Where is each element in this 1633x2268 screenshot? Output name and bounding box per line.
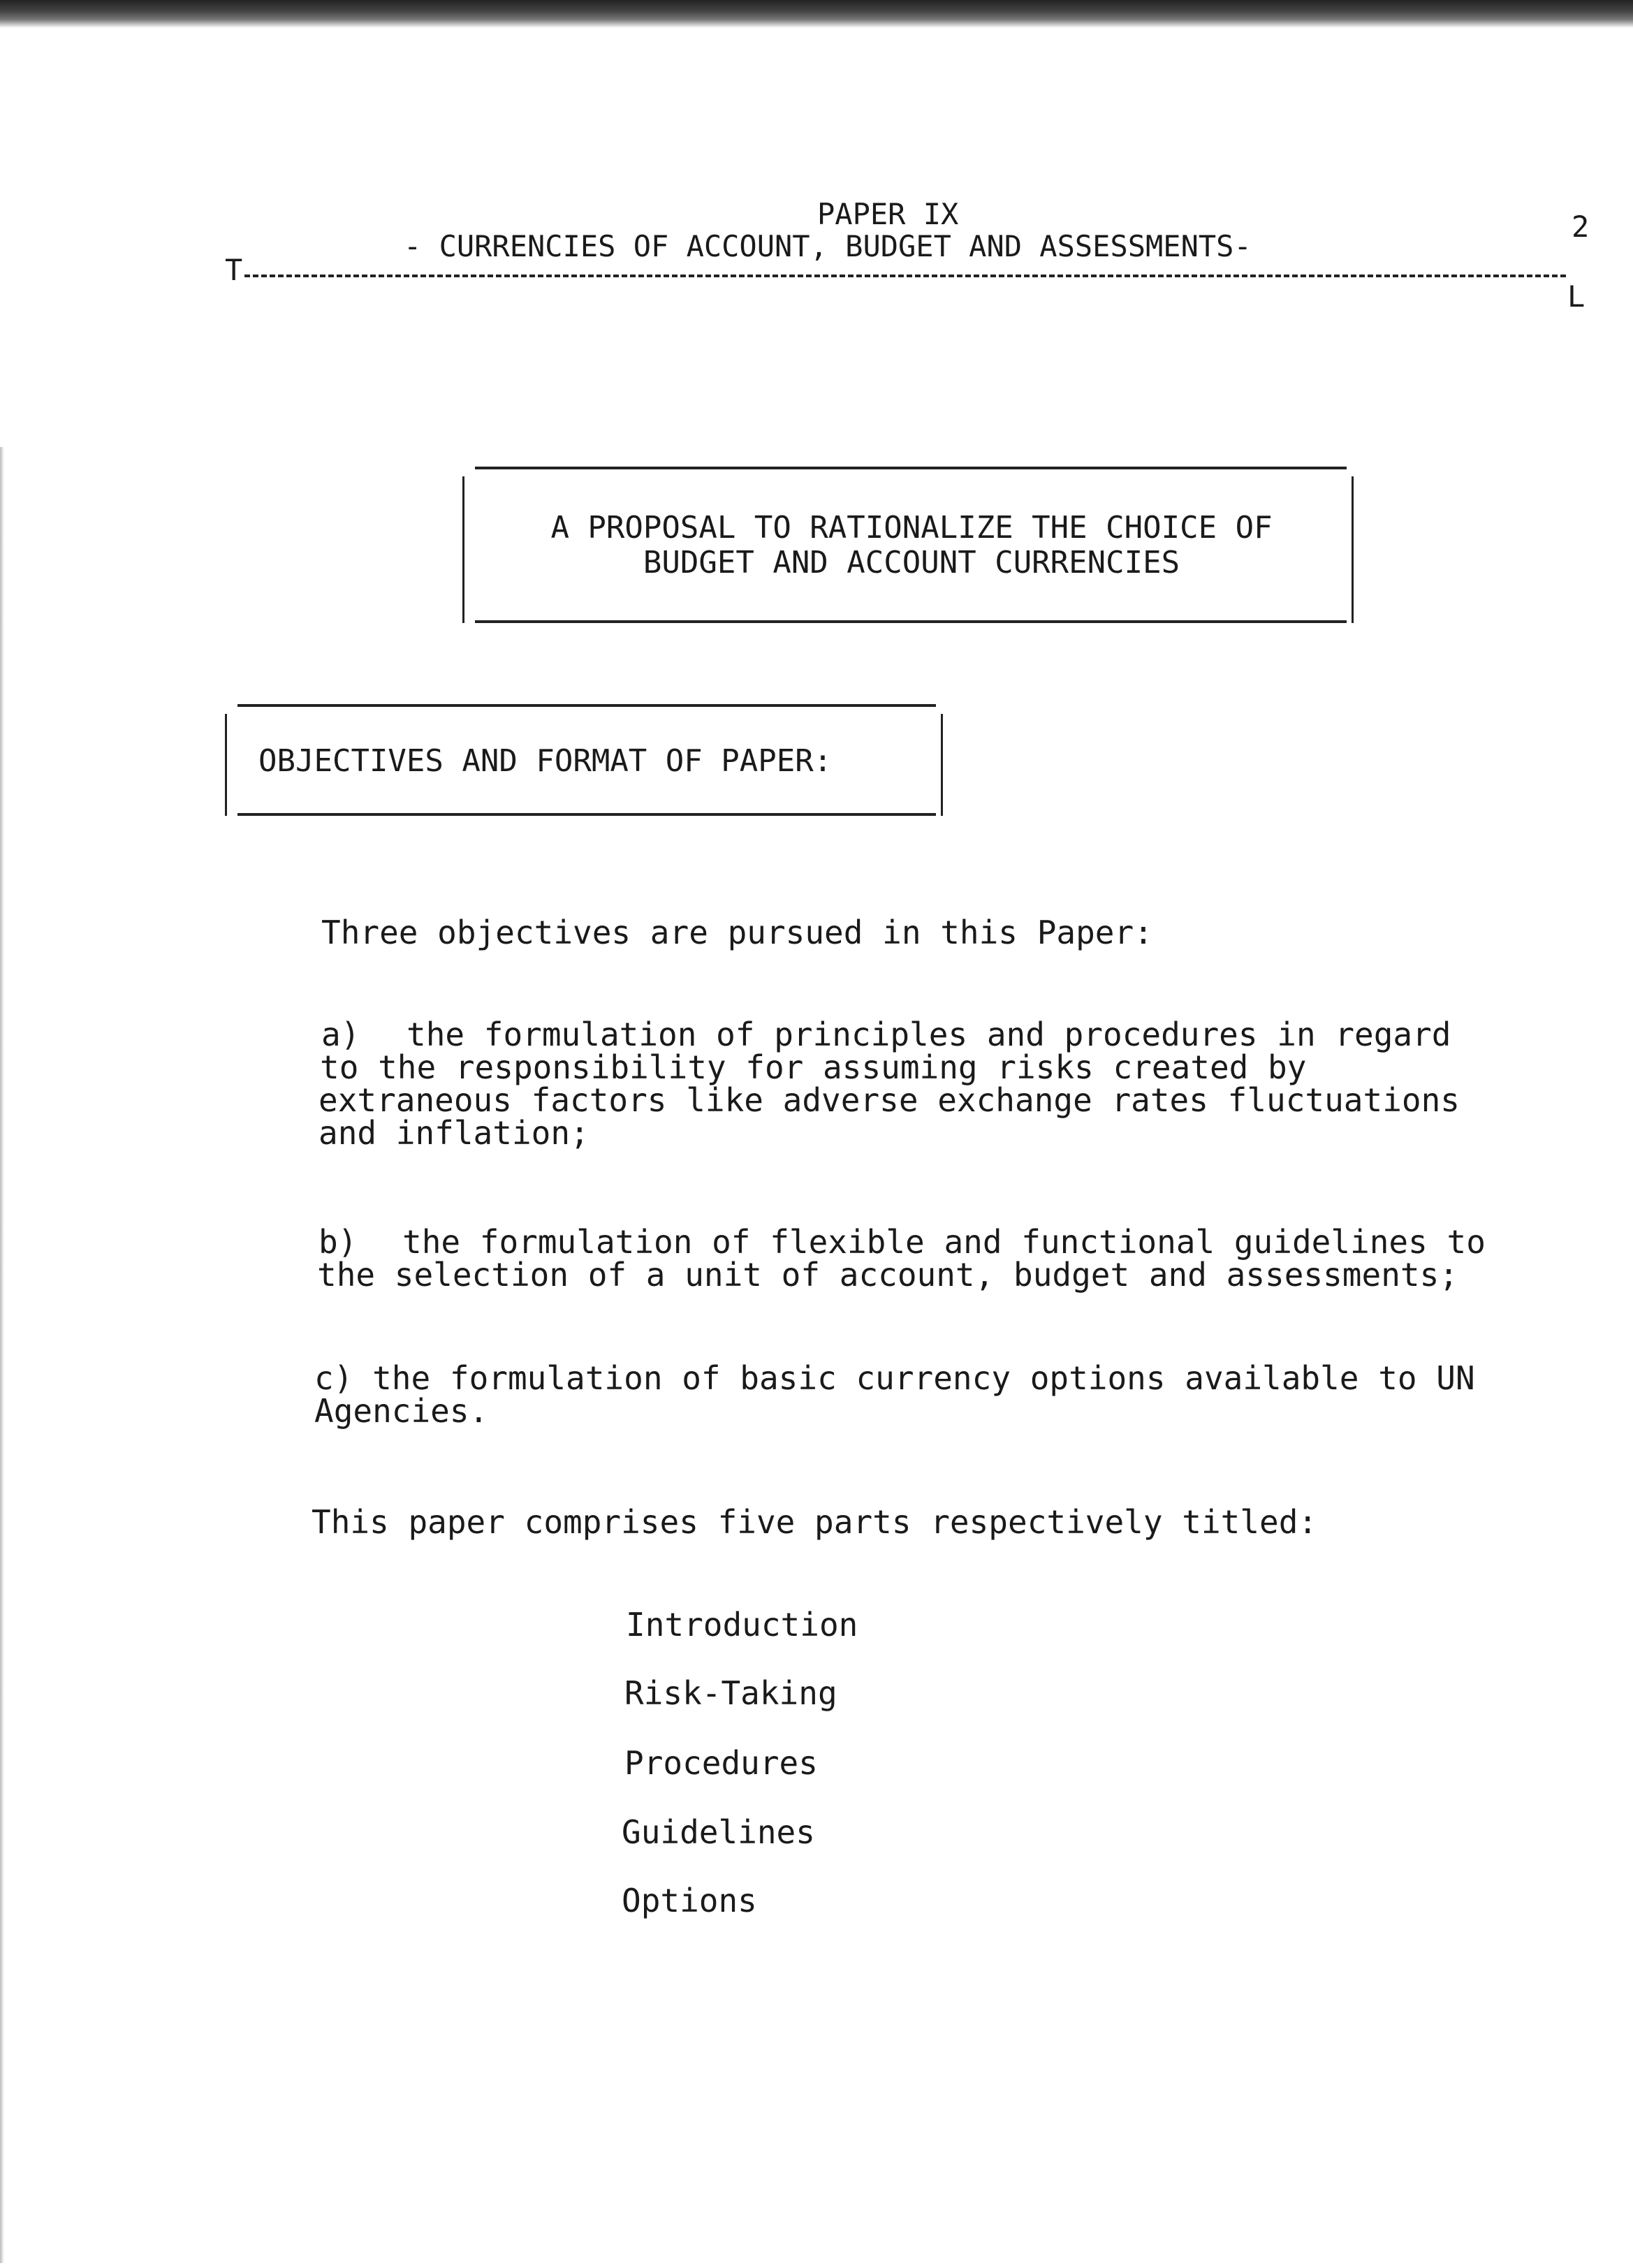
title-box-left-border bbox=[462, 476, 464, 623]
header-dashed-rule bbox=[244, 275, 1566, 277]
part-item: Introduction bbox=[626, 1606, 858, 1644]
objective-b-line1: the formulation of flexible and functional guidelines to bbox=[402, 1223, 1486, 1261]
part-item: Options bbox=[622, 1882, 757, 1919]
rule-right-mark: L bbox=[1567, 279, 1586, 314]
objective-a-marker: a) bbox=[321, 1016, 360, 1053]
part-item: Procedures bbox=[624, 1744, 818, 1782]
objective-c-line2: Agencies. bbox=[314, 1392, 489, 1430]
objective-b-marker: b) bbox=[318, 1223, 358, 1261]
objective-b-line2: the selection of a unit of account, budget and assessments; bbox=[317, 1256, 1458, 1294]
title-box-line2: BUDGET AND ACCOUNT CURRENCIES bbox=[643, 545, 1180, 580]
scan-edge-left bbox=[0, 447, 4, 2263]
paper-subtitle: - CURRENCIES OF ACCOUNT, BUDGET AND ASSESSMENTS- bbox=[404, 229, 1252, 263]
section-title: OBJECTIVES AND FORMAT OF PAPER: bbox=[258, 743, 833, 779]
parts-intro: This paper comprises five parts respectively titled: bbox=[312, 1503, 1318, 1541]
objective-a-line2: to the responsibility for assuming risks created by bbox=[320, 1048, 1307, 1086]
title-box bbox=[475, 467, 1347, 623]
objective-c-line1-with-marker bbox=[314, 1359, 1475, 1397]
part-item: Risk-Taking bbox=[624, 1674, 837, 1712]
title-box-line1: A PROPOSAL TO RATIONALIZE THE CHOICE OF bbox=[550, 510, 1273, 546]
page-number: 2 bbox=[1572, 210, 1590, 244]
title-box-right-border bbox=[1352, 476, 1354, 623]
section-box-left-border bbox=[225, 714, 227, 816]
objective-a-line3: extraneous factors like adverse exchange rates fluctuations bbox=[318, 1081, 1460, 1119]
objectives-intro: Three objectives are pursued in this Paper: bbox=[321, 914, 1153, 951]
section-box bbox=[237, 704, 936, 816]
objective-a-line4: and inflation; bbox=[318, 1114, 590, 1152]
objective-a-line1: the formulation of principles and procedures in regard bbox=[407, 1016, 1451, 1053]
section-box-right-border bbox=[941, 714, 943, 816]
part-item: Guidelines bbox=[622, 1813, 815, 1851]
objective-c-line1: the formulation of basic currency options available to UN bbox=[372, 1359, 1475, 1397]
rule-left-mark: T bbox=[225, 253, 243, 287]
paper-number: PAPER IX bbox=[817, 197, 959, 231]
scan-edge-top bbox=[0, 0, 1633, 28]
objective-c-marker: c) bbox=[314, 1359, 353, 1397]
